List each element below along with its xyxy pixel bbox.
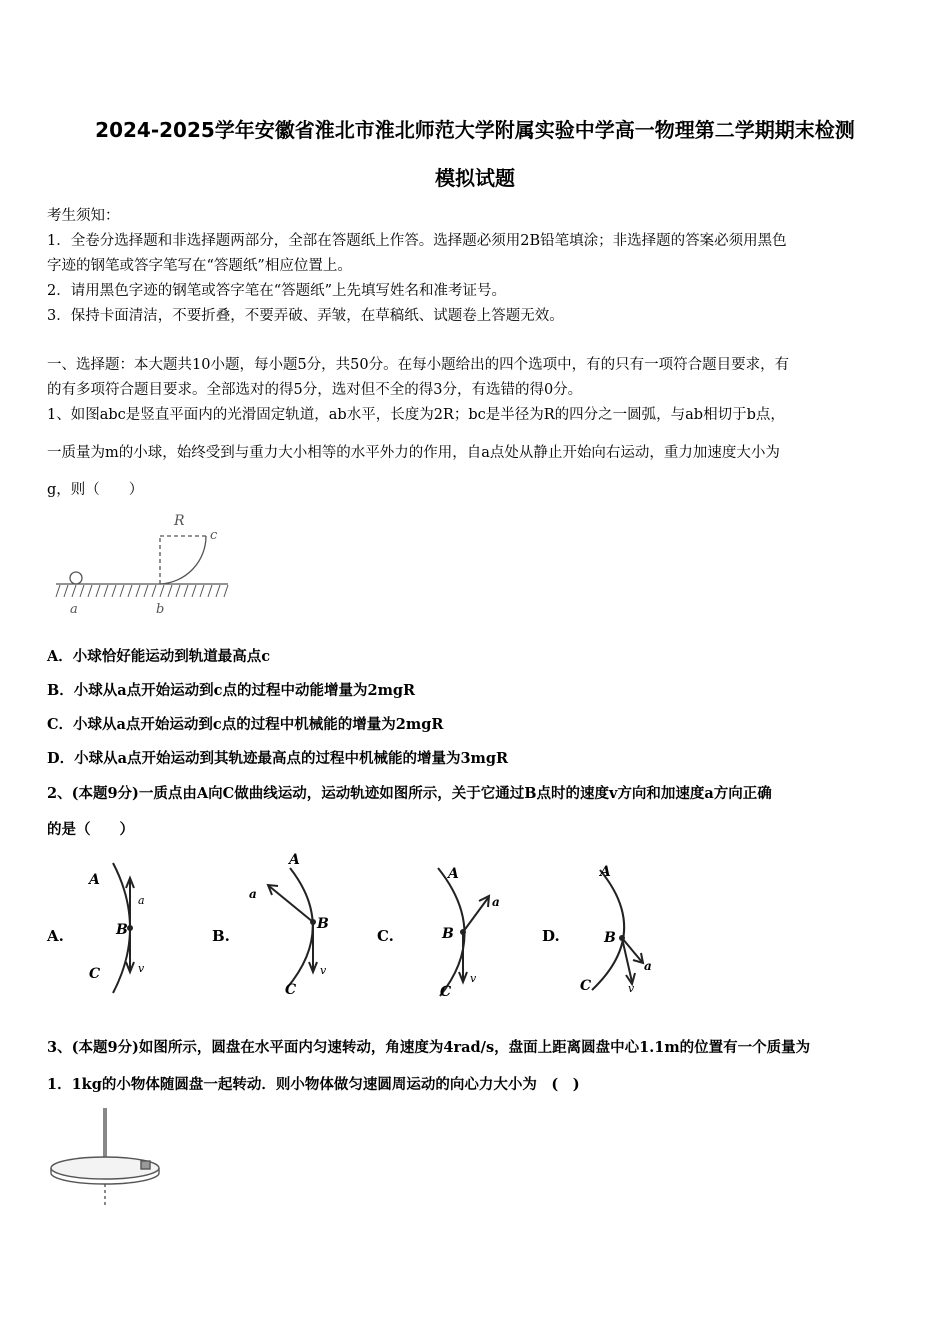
notice-heading: 考生须知：: [47, 208, 120, 224]
svg-text:B: B: [116, 922, 128, 938]
q2-option-d-label[interactable]: D.: [542, 927, 560, 945]
q3-disk-figure: [48, 1106, 168, 1211]
q2-option-a-label[interactable]: A.: [47, 927, 64, 945]
q1-track-figure: [48, 505, 238, 620]
q1-option-d[interactable]: D．小球从a点开始运动到其轨迹最高点的过程中机械能的增量为3mgR: [47, 750, 509, 767]
svg-text:C: C: [285, 982, 297, 998]
q1-option-c[interactable]: C．小球从a点开始运动到c点的过程中机械能的增量为2mgR: [47, 716, 444, 733]
notice-item-1b: 字迹的钢笔或答字笔写在“答题纸”相应位置上。: [47, 258, 352, 274]
svg-text:a: a: [492, 895, 500, 909]
svg-text:a: a: [138, 894, 145, 907]
svg-text:B: B: [442, 926, 454, 942]
svg-text:B: B: [604, 930, 616, 946]
q2-option-b-label[interactable]: B.: [212, 927, 230, 945]
exam-title-line1: 2024-2025学年安徽省淮北市淮北师范大学附属实验中学高一物理第二学期期末检测: [95, 118, 855, 142]
q3-stem-line2: 1．1kg的小物体随圆盘一起转动．则小物体做匀速圆周运动的向心力大小为 ( ): [47, 1076, 580, 1093]
notice-item-3: 3．保持卡面清洁，不要折叠，不要弄破、弄皱，在草稿纸、试题卷上答题无效。: [47, 308, 564, 324]
section-1-line1: 一、选择题：本大题共10小题，每小题5分，共50分。在每小题给出的四个选项中，有的只有一项符合题目要求，有: [47, 357, 790, 373]
q1-option-a[interactable]: A．小球恰好能运动到轨道最高点c: [47, 648, 271, 665]
svg-text:v: v: [320, 964, 327, 977]
svg-text:a: a: [644, 959, 652, 973]
q1-stem-line2: 一质量为m的小球，始终受到与重力大小相等的水平外力的作用，自a点处从静止开始向右运动，重力加速度大小为: [47, 445, 780, 461]
notice-item-1a: 1．全卷分选择题和非选择题两部分，全部在答题纸上作答。选择题必须用2B铅笔填涂；非选择题的答案必须用黑色: [47, 233, 787, 249]
svg-text:v: v: [470, 972, 477, 985]
svg-text:v: v: [628, 982, 635, 995]
q2-stem-line1: 2、(本题9分)一质点由A向C做曲线运动，运动轨迹如图所示，关于它通过B点时的速度v方向和加速度a方向正确: [47, 785, 772, 802]
q3-stem-line1: 3、(本题9分)如图所示，圆盘在水平面内匀速转动，角速度为4rad/s，盘面上距离圆盘中心1.1m的位置有一个质量为: [47, 1039, 811, 1056]
section-1-line2: 的有多项符合题目要求。全部选对的得5分，选对但不全的得3分，有选错的得0分。: [47, 382, 583, 398]
q1-fig-label-b: b: [156, 602, 165, 617]
svg-text:a: a: [249, 887, 257, 901]
svg-text:C: C: [440, 984, 452, 1000]
q1-fig-label-R: R: [174, 513, 185, 529]
q2-figure-c[interactable]: [410, 858, 510, 1000]
q1-stem-line1: 1、如图abc是竖直平面内的光滑固定轨道，ab水平，长度为2R；bc是半径为R的四分之一圆弧，与ab相切于b点，: [47, 407, 785, 423]
notice-item-2: 2．请用黑色字迹的钢笔或答字笔在“答题纸”上先填写姓名和准考证号。: [47, 283, 507, 299]
svg-text:C: C: [580, 978, 592, 994]
q1-option-b[interactable]: B．小球从a点开始运动到c点的过程中动能增量为2mgR: [47, 682, 416, 699]
q2-figure-d[interactable]: [572, 858, 672, 1000]
q1-stem-line3: g，则（ ）: [47, 482, 144, 498]
svg-text:v: v: [138, 962, 145, 975]
q1-fig-label-a: a: [70, 602, 78, 617]
exam-title-line2: 模拟试题: [435, 166, 515, 190]
svg-text:A: A: [289, 852, 300, 868]
q2-figure-b[interactable]: [245, 848, 345, 998]
svg-text:B: B: [317, 916, 329, 932]
q2-figure-a[interactable]: [85, 858, 165, 998]
q1-fig-label-c: c: [210, 528, 218, 543]
q2-option-c-label[interactable]: C.: [377, 927, 394, 945]
svg-text:A: A: [600, 864, 611, 880]
svg-text:A: A: [448, 866, 459, 882]
svg-text:A: A: [89, 872, 100, 888]
svg-text:C: C: [89, 966, 101, 982]
q2-stem-line2: 的是（ ）: [47, 821, 134, 838]
